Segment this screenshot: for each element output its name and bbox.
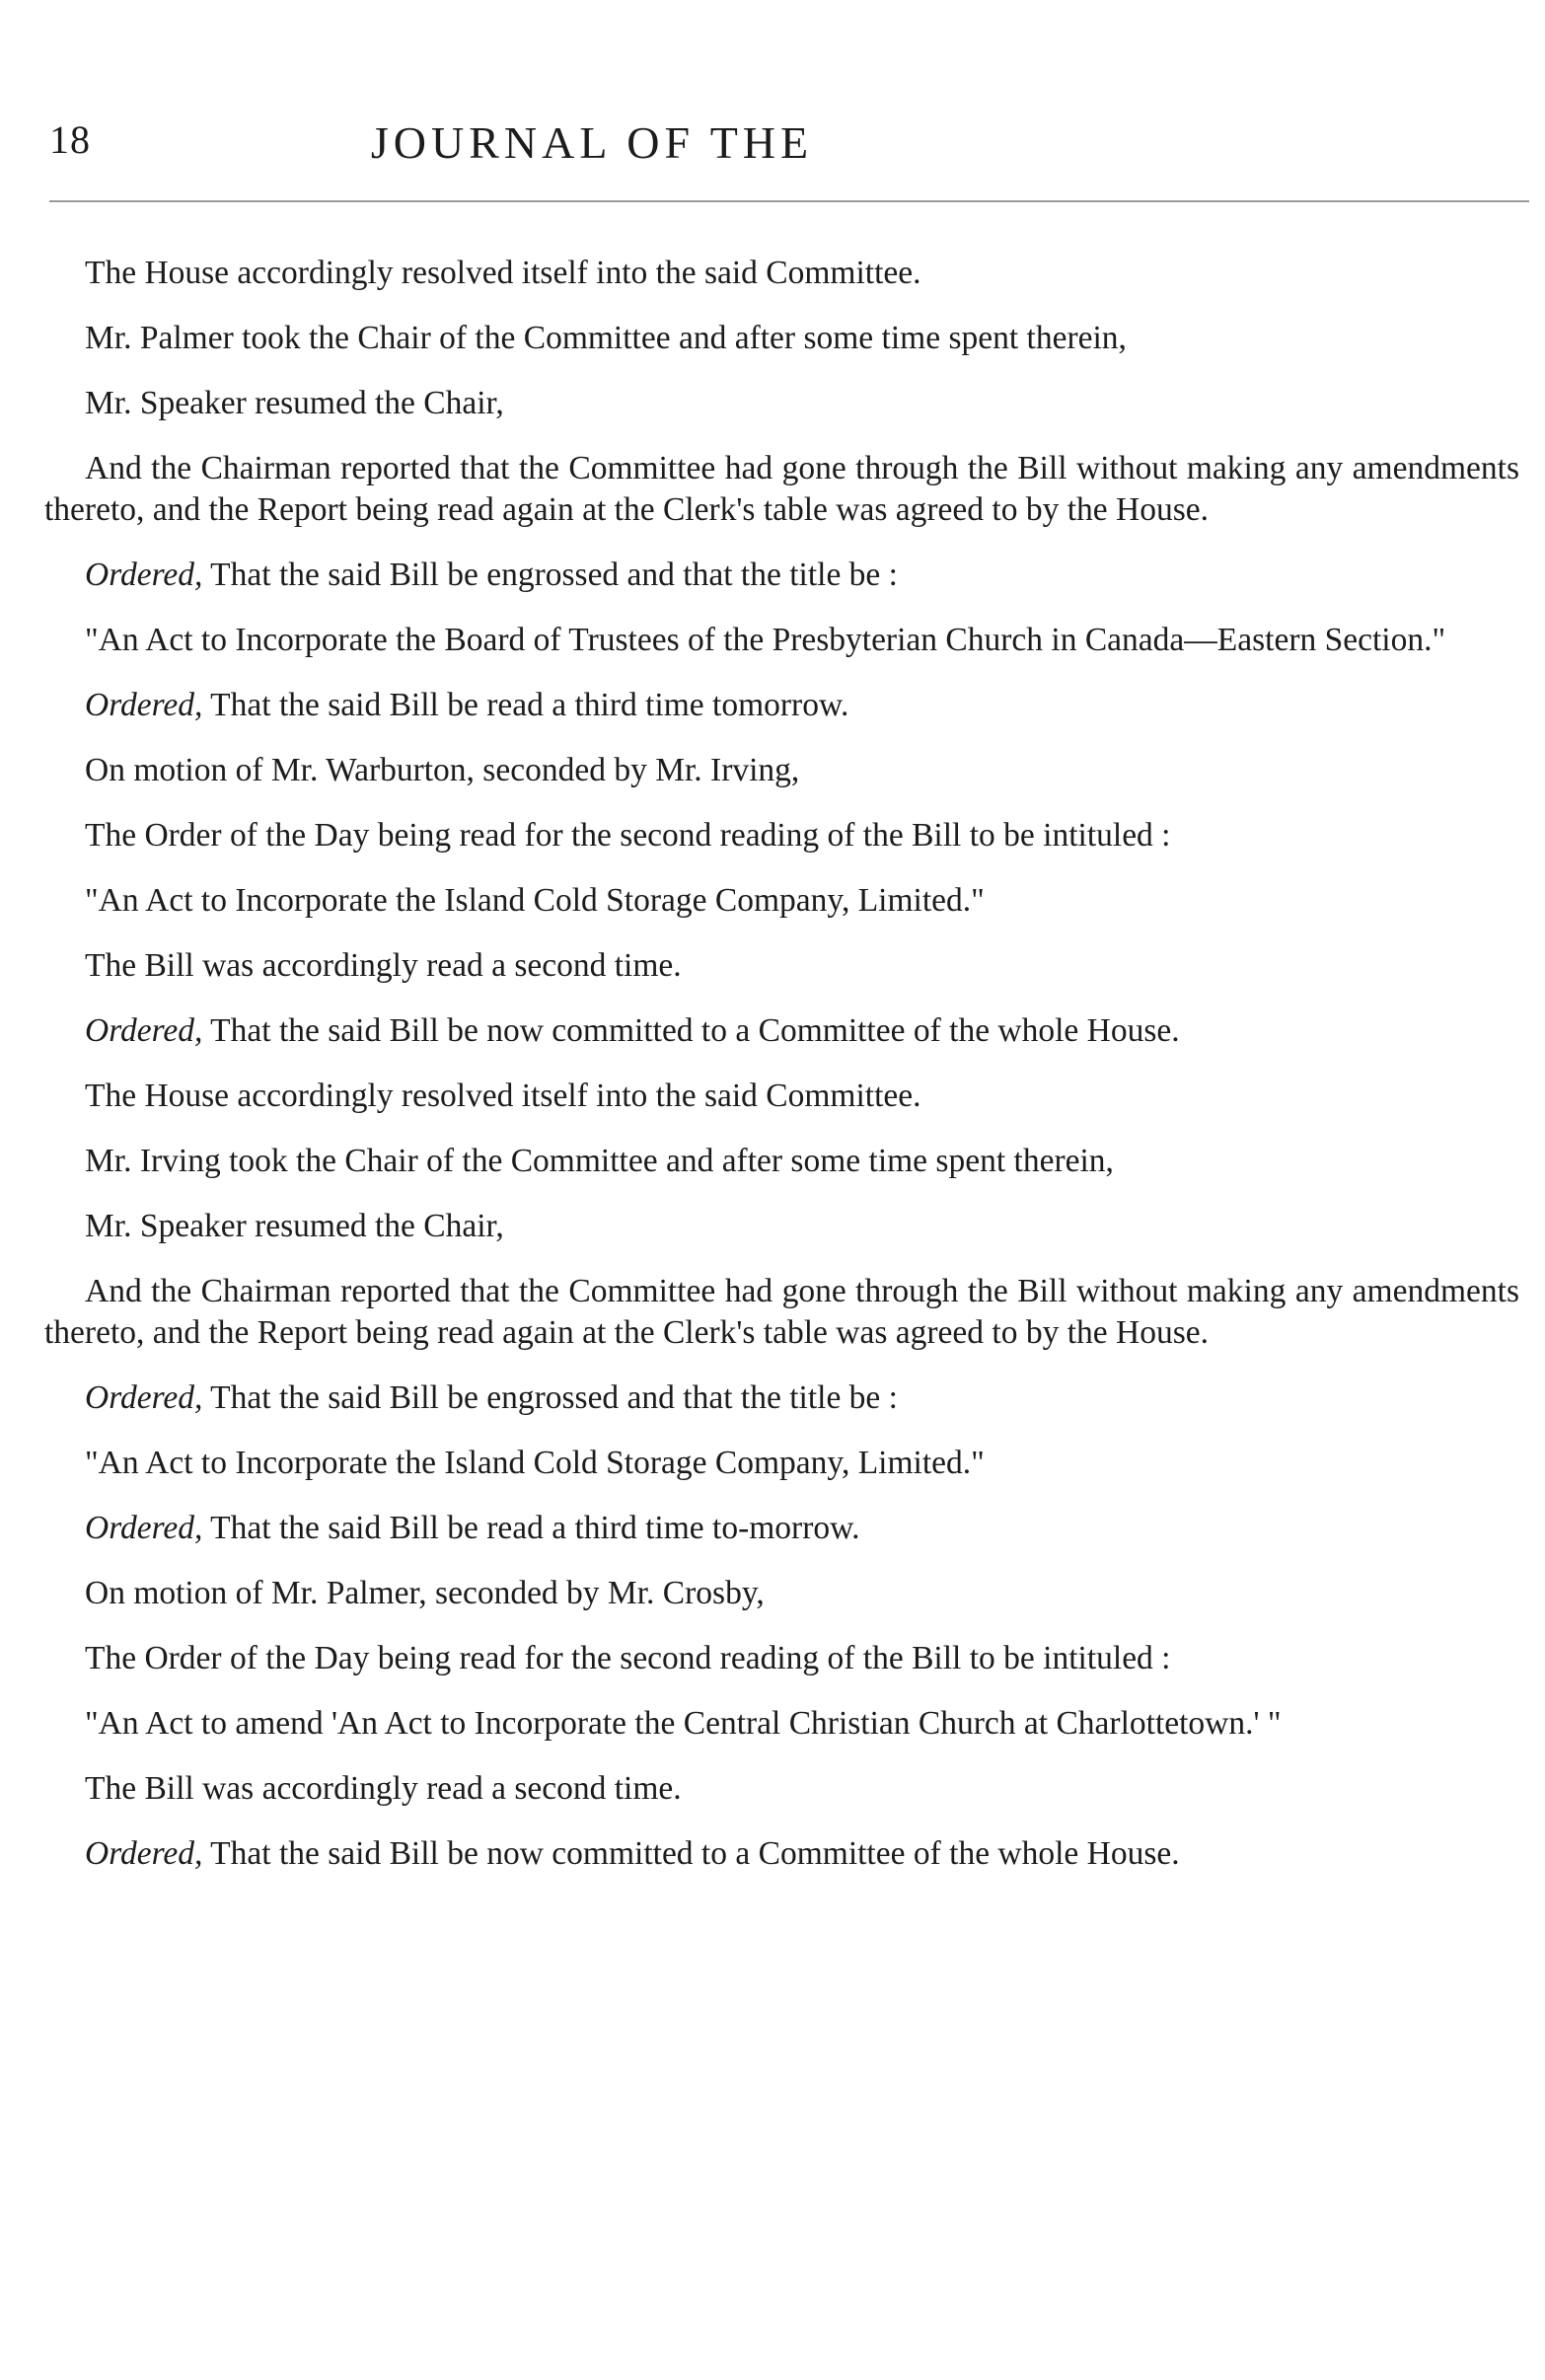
paragraph-lead: Ordered,	[85, 687, 203, 723]
paragraph-text: And the Chairman reported that the Committee had gone through the Bill without making any amendments thereto, and the Report being read again at the Clerk's table was agreed to by the House.	[44, 1273, 1519, 1351]
paragraph-text: That the said Bill be now committed to a Committee of the whole House.	[202, 1835, 1180, 1872]
paragraph-text: The House accordingly resolved itself into the said Committee.	[85, 255, 921, 291]
paragraph-text: Mr. Palmer took the Chair of the Committee and after some time spent therein,	[85, 320, 1127, 356]
paragraph-text: "An Act to Incorporate the Island Cold Storage Company, Limited."	[85, 1445, 985, 1481]
paragraph-text: The Order of the Day being read for the second reading of the Bill to be intituled :	[85, 1640, 1171, 1676]
paragraph	[44, 1573, 1519, 1614]
paragraph-text: Mr. Irving took the Chair of the Committee and after some time spent therein,	[85, 1143, 1114, 1179]
paragraph-text: "An Act to Incorporate the Board of Trustees of the Presbyterian Church in Canada—Eastern Section."	[85, 622, 1446, 658]
page-header	[49, 116, 1500, 176]
paragraph	[44, 750, 1519, 791]
paragraph-lead: Ordered,	[85, 557, 203, 593]
paragraph-text: The Bill was accordingly read a second time.	[85, 1770, 682, 1807]
paragraph-text: The Order of the Day being read for the second reading of the Bill to be intituled :	[85, 817, 1171, 854]
paragraph	[44, 1271, 1519, 1354]
paragraph-lead: Ordered,	[85, 1510, 203, 1546]
paragraph	[44, 815, 1519, 856]
paragraph	[44, 253, 1519, 294]
paragraph	[44, 448, 1519, 531]
paragraph-text: "An Act to Incorporate the Island Cold Storage Company, Limited."	[85, 882, 985, 919]
paragraph	[44, 318, 1519, 359]
paragraph	[44, 1768, 1519, 1810]
paragraph-lead: Ordered,	[85, 1012, 203, 1049]
paragraph	[44, 1076, 1519, 1117]
header-rule	[49, 200, 1529, 202]
paragraph-text: "An Act to amend 'An Act to Incorporate the Central Christian Church at Charlottetown.' "	[85, 1705, 1282, 1742]
paragraph-lead: Ordered,	[85, 1379, 203, 1416]
paragraph	[44, 1443, 1519, 1484]
paragraph	[44, 1010, 1519, 1052]
paragraph-lead: Ordered,	[85, 1835, 203, 1872]
paragraph-text: That the said Bill be read a third time tomorrow.	[202, 687, 849, 723]
paragraph	[44, 1638, 1519, 1679]
paragraph	[44, 945, 1519, 987]
paragraph-text: On motion of Mr. Palmer, seconded by Mr. Crosby,	[85, 1575, 765, 1611]
paragraph-text: Mr. Speaker resumed the Chair,	[85, 1208, 504, 1244]
paragraph-text: That the said Bill be read a third time to-morrow.	[202, 1510, 860, 1546]
paragraph-text: And the Chairman reported that the Committee had gone through the Bill without making any amendments thereto, and the Report being read again at the Clerk's table was agreed to by the House.	[44, 450, 1519, 528]
paragraph-text: Mr. Speaker resumed the Chair,	[85, 385, 504, 421]
paragraph	[44, 685, 1519, 726]
paragraph	[44, 383, 1519, 424]
paragraph-text: That the said Bill be engrossed and that the title be :	[202, 557, 898, 593]
paragraph	[44, 1377, 1519, 1419]
journal-body	[44, 253, 1519, 1898]
paragraph	[44, 1141, 1519, 1182]
paragraph-text: That the said Bill be engrossed and that the title be :	[202, 1379, 898, 1416]
paragraph	[44, 1833, 1519, 1875]
page-number: 18	[49, 117, 91, 162]
paragraph	[44, 1508, 1519, 1549]
paragraph-text: The Bill was accordingly read a second time.	[85, 947, 682, 984]
running-title: JOURNAL OF THE	[370, 117, 814, 168]
paragraph	[44, 1703, 1519, 1745]
paragraph	[44, 880, 1519, 922]
paragraph-text: The House accordingly resolved itself into the said Committee.	[85, 1078, 921, 1114]
paragraph-text: That the said Bill be now committed to a Committee of the whole House.	[202, 1012, 1180, 1049]
paragraph	[44, 555, 1519, 596]
paragraph-text: On motion of Mr. Warburton, seconded by Mr. Irving,	[85, 752, 800, 788]
paragraph	[44, 1206, 1519, 1247]
paragraph	[44, 620, 1519, 661]
